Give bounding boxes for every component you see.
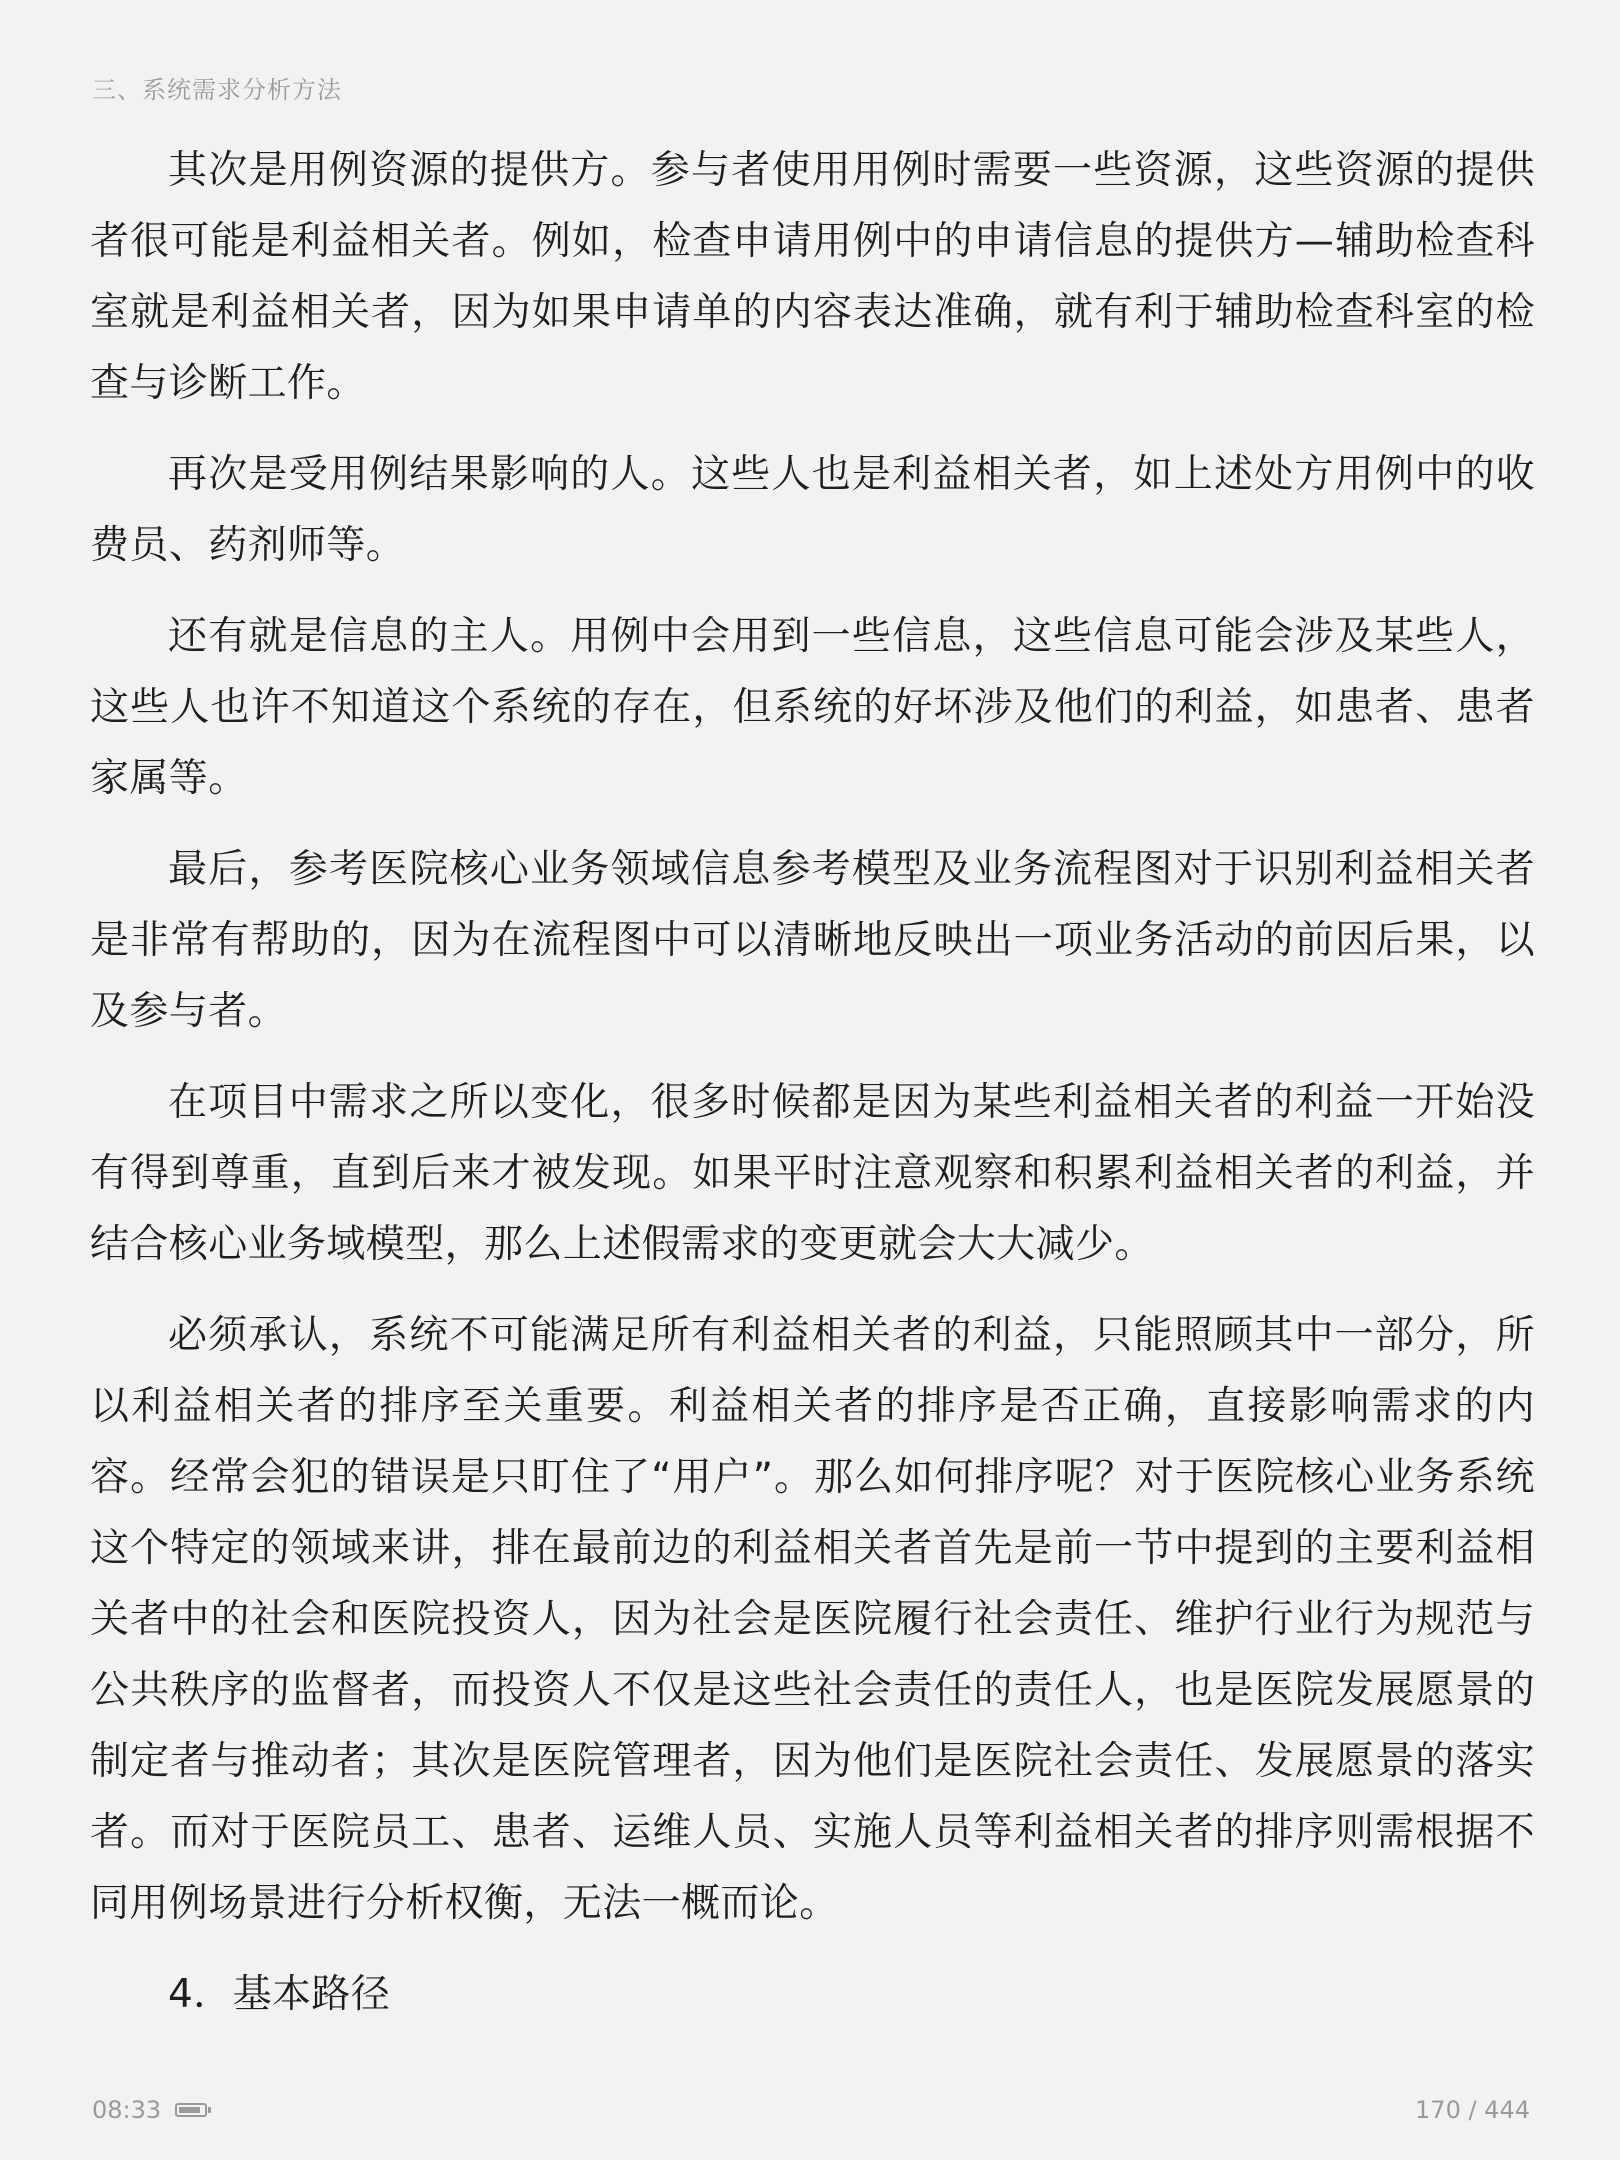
clock-time: 08:33	[92, 2096, 162, 2124]
battery-icon	[175, 2103, 211, 2117]
battery-fill	[179, 2107, 199, 2113]
body-paragraph: 再次是受用例结果影响的人。这些人也是利益相关者，如上述处方用例中的收费员、药剂师等。	[90, 452, 1535, 568]
battery-body	[175, 2103, 207, 2117]
body-paragraph: 还有就是信息的主人。用例中会用到一些信息，这些信息可能会涉及某些人，这些人也许不知道这个系统的存在，但系统的好坏涉及他们的利益，如患者、患者家属等。	[90, 614, 1535, 801]
reading-content	[90, 135, 1535, 2030]
page-indicator: 170 / 444	[1415, 2096, 1530, 2124]
body-paragraph: 在项目中需求之所以变化，很多时候都是因为某些利益相关者的利益一开始没有得到尊重，直到后来才被发现。如果平时注意观察和积累利益相关者的利益，并结合核心业务域模型，那么上述假需求的变更就会大大减少。	[90, 1080, 1535, 1267]
chapter-title: 三、系统需求分析方法	[92, 76, 342, 104]
body-paragraph: 最后，参考医院核心业务领域信息参考模型及业务流程图对于识别利益相关者是非常有帮助的，因为在流程图中可以清晰地反映出一项业务活动的前因后果，以及参与者。	[90, 847, 1535, 1034]
status-bar	[92, 2090, 1530, 2130]
body-paragraph: 其次是用例资源的提供方。参与者使用用例时需要一些资源，这些资源的提供者很可能是利益相关者。例如，检查申请用例中的申请信息的提供方—辅助检查科室就是利益相关者，因为如果申请单的内容表达准确，就有利于辅助检查科室的检查与诊断工作。	[90, 148, 1535, 406]
status-left	[92, 2096, 211, 2124]
battery-tip	[208, 2107, 211, 2113]
body-paragraph: 必须承认，系统不可能满足所有利益相关者的利益，只能照顾其中一部分，所以利益相关者的排序至关重要。利益相关者的排序是否正确，直接影响需求的内容。经常会犯的错误是只盯住了“用户”。那么如何排序呢？对于医院核心业务系统这个特定的领域来讲，排在最前边的利益相关者首先是前一节中提到的主要利益相关者中的社会和医院投资人，因为社会是医院履行社会责任、维护行业行为规范与公共秩序的监督者，而投资人不仅是这些社会责任的责任人，也是医院发展愿景的制定者与推动者；其次是医院管理者，因为他们是医院社会责任、发展愿景的落实者。而对于医院员工、患者、运维人员、实施人员等利益相关者的排序则需根据不同用例场景进行分析权衡，无法一概而论。	[90, 1313, 1535, 1926]
section-heading: 4．基本路径	[168, 1972, 391, 2017]
